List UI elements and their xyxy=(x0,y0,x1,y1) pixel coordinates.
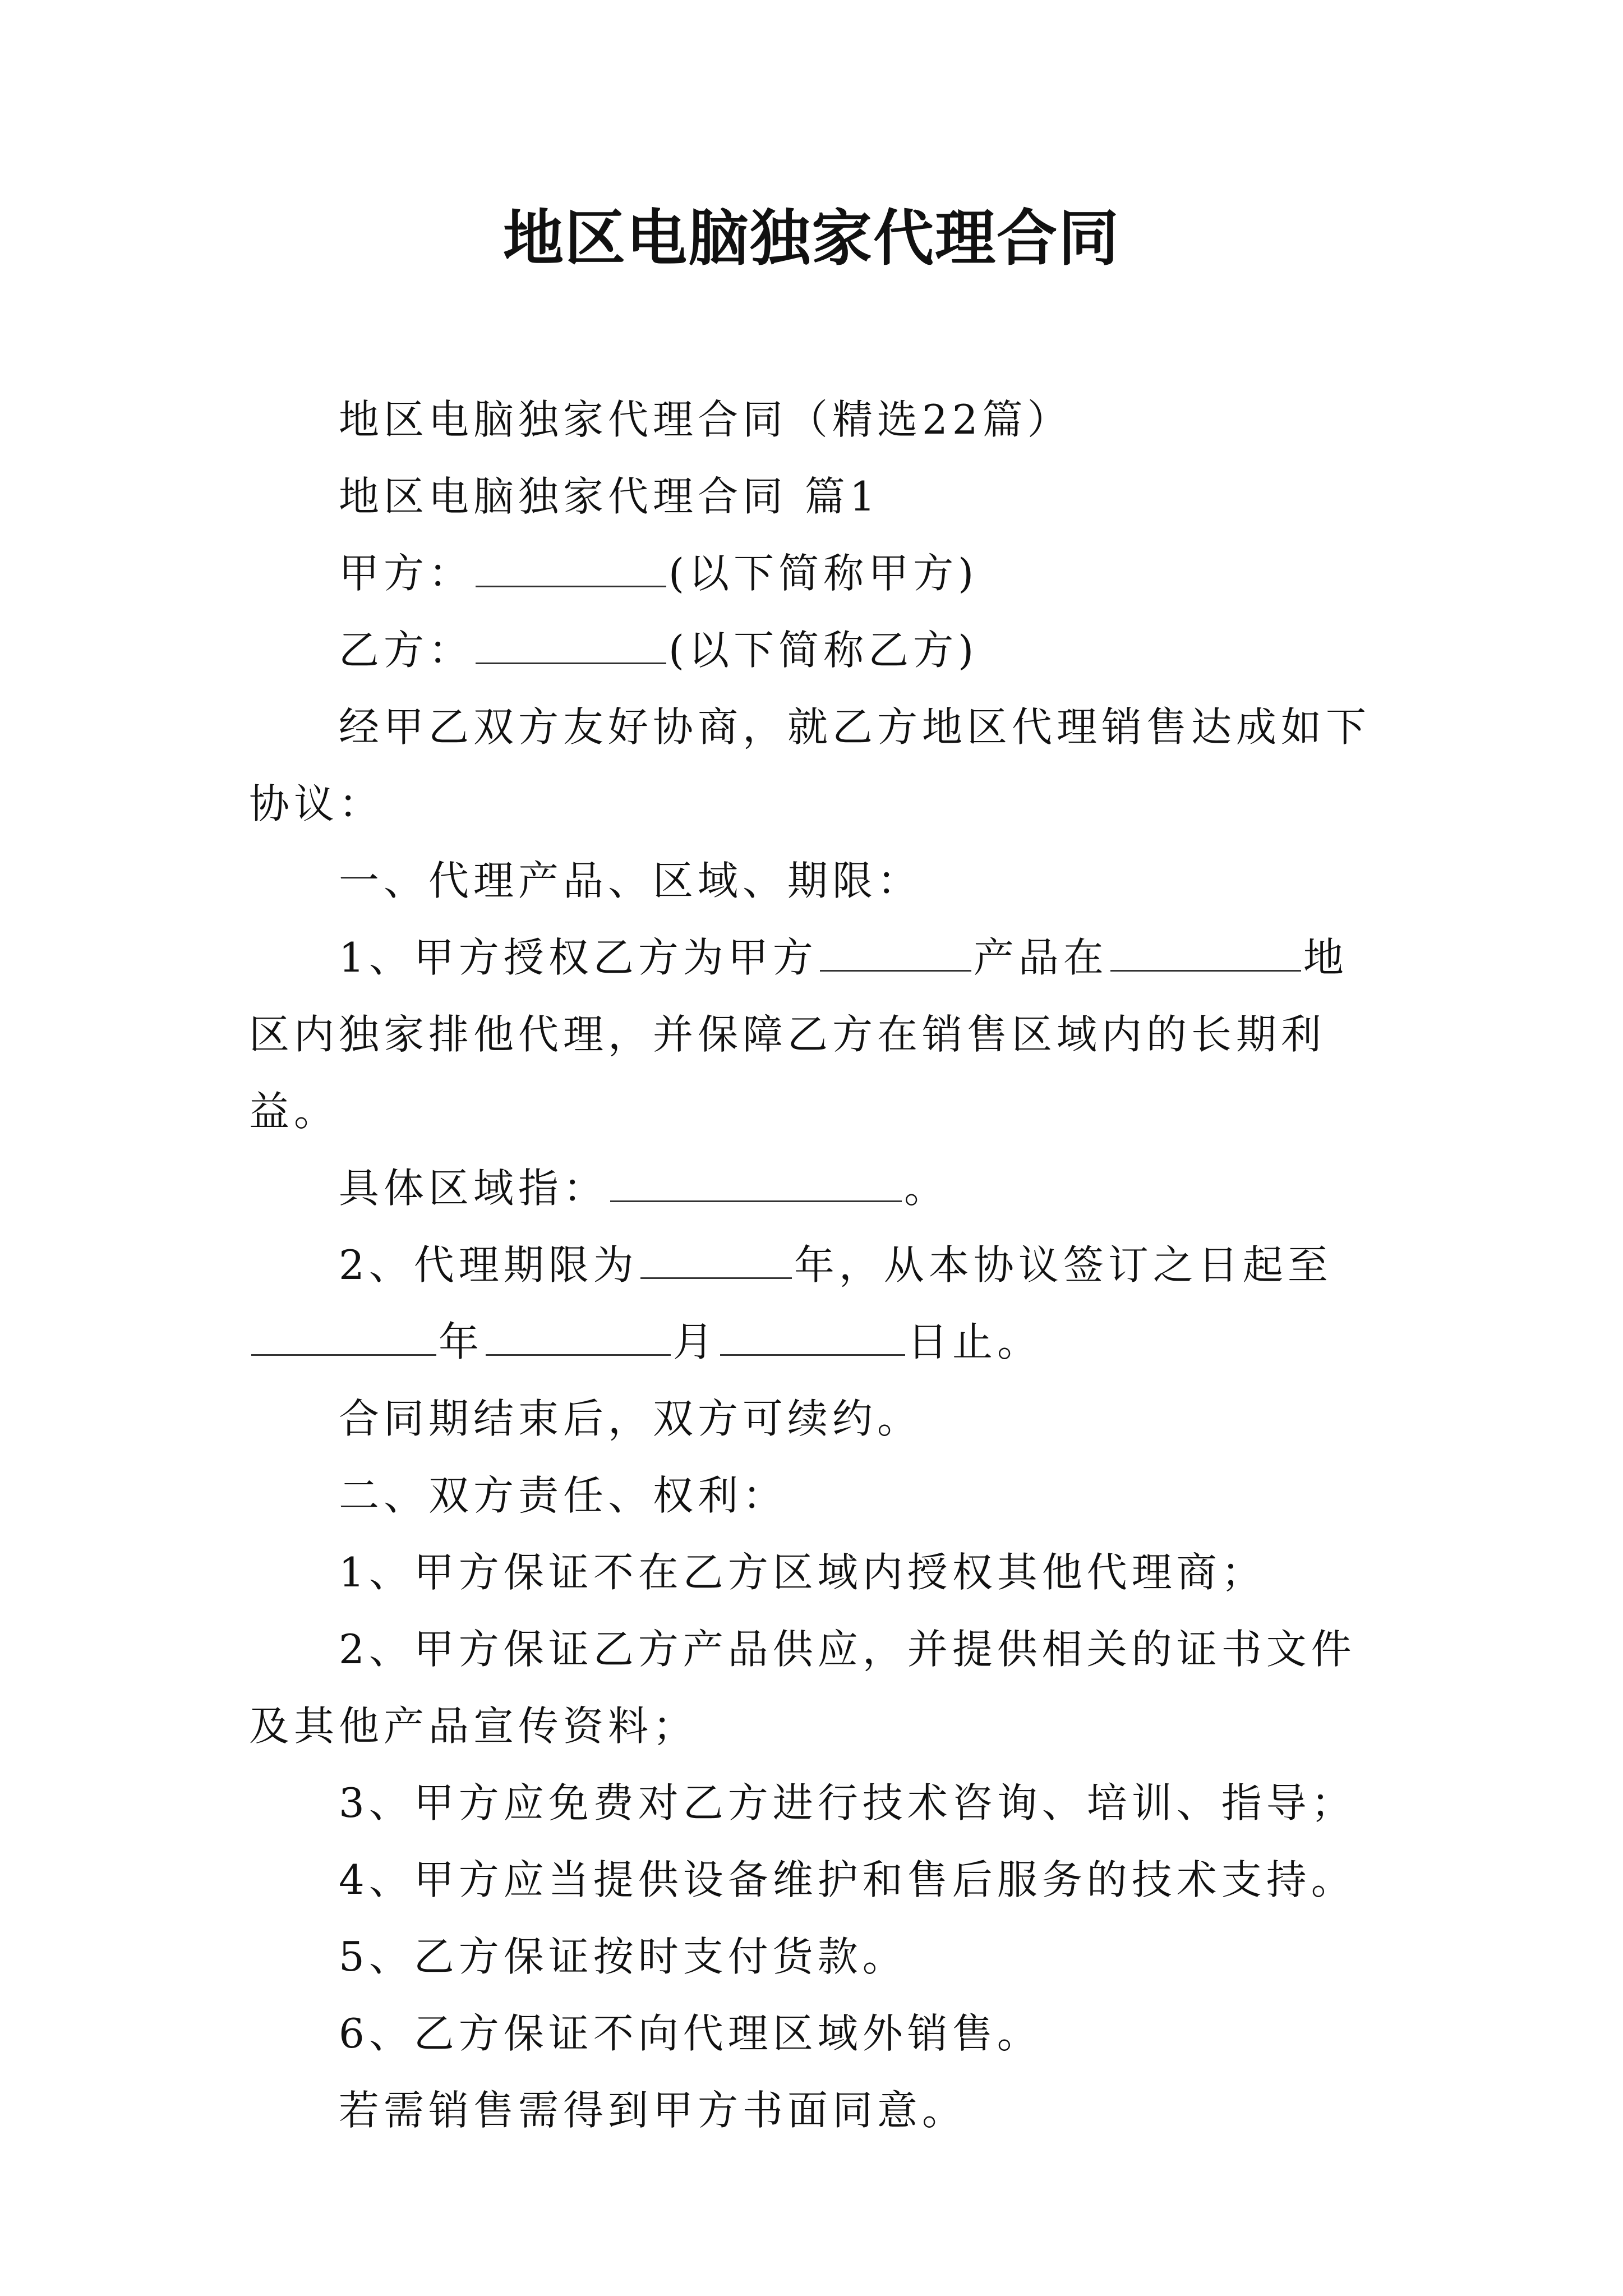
clause-1-2-end: 日止。 xyxy=(907,1318,1043,1365)
paragraph-section-heading: 地区电脑独家代理合同 篇1 xyxy=(339,473,880,520)
paragraph-clause-2-3: 3、甲方应免费对乙方进行技术咨询、培训、指导； xyxy=(339,1779,1356,1826)
clause-1-2-part-a: 2、代理期限为 xyxy=(339,1241,638,1289)
product-blank xyxy=(820,936,971,972)
party-b-suffix: (以下简称乙方) xyxy=(668,627,979,674)
clause-1-1-part-a: 1、甲方授权乙方为甲方 xyxy=(339,934,818,981)
paragraph-renewal: 合同期结束后，双方可续约。 xyxy=(339,1395,923,1442)
clause-1-2-month: 月 xyxy=(673,1318,718,1365)
document-body xyxy=(249,381,1390,2149)
party-a-suffix: (以下简称甲方) xyxy=(668,550,979,597)
clause-1-2-part-b: 年，从本协议签订之日起至 xyxy=(794,1241,1332,1289)
clause-1-1-part-c: 地区内独家排他代理，并保障乙方在销售区域内的长期利益。 xyxy=(249,934,1348,1135)
paragraph-agreement-intro: 经甲乙双方友好协商，就乙方地区代理销售达成如下协议： xyxy=(249,703,1371,827)
paragraph-clause-2-2: 2、甲方保证乙方产品供应，并提供相关的证书文件及其他产品宣传资料； xyxy=(249,1626,1356,1750)
end-year-blank xyxy=(251,1320,436,1356)
paragraph-clause-2-5: 5、乙方保证按时支付货款。 xyxy=(339,1933,907,1980)
paragraph-clause-1-2 xyxy=(249,1227,1390,1381)
term-years-blank xyxy=(640,1244,792,1279)
party-a-label: 甲方： xyxy=(339,550,474,597)
paragraph-clause-2-heading: 二、双方责任、权利： xyxy=(339,1472,788,1519)
specific-region-end: 。 xyxy=(904,1165,949,1212)
paragraph-clause-1-heading: 一、代理产品、区域、期限： xyxy=(339,857,923,904)
party-b-blank xyxy=(476,629,666,664)
specific-region-blank xyxy=(610,1167,902,1202)
region-blank xyxy=(1110,936,1301,972)
paragraph-clause-2-6: 6、乙方保证不向代理区域外销售。 xyxy=(339,2010,1042,2057)
end-day-blank xyxy=(720,1320,905,1356)
paragraph-party-a xyxy=(249,535,1390,612)
paragraph-clause-2-4: 4、甲方应当提供设备维护和售后服务的技术支持。 xyxy=(339,1856,1356,1903)
paragraph-specific-region xyxy=(249,1150,1390,1227)
party-b-label: 乙方： xyxy=(339,627,474,674)
paragraph-party-b xyxy=(249,612,1390,689)
paragraph-subtitle: 地区电脑独家代理合同（精选22篇） xyxy=(339,396,1072,443)
document-title: 地区电脑独家代理合同 xyxy=(502,203,1120,274)
paragraph-written-consent: 若需销售需得到甲方书面同意。 xyxy=(339,2087,967,2134)
paragraph-clause-2-1: 1、甲方保证不在乙方区域内授权其他代理商； xyxy=(339,1549,1266,1596)
party-a-blank xyxy=(476,552,666,587)
specific-region-label: 具体区域指： xyxy=(339,1165,608,1212)
clause-1-2-year: 年 xyxy=(439,1318,484,1365)
clause-1-1-part-b: 产品在 xyxy=(973,934,1108,981)
paragraph-clause-1-1 xyxy=(249,919,1390,1150)
end-month-blank xyxy=(486,1320,671,1356)
